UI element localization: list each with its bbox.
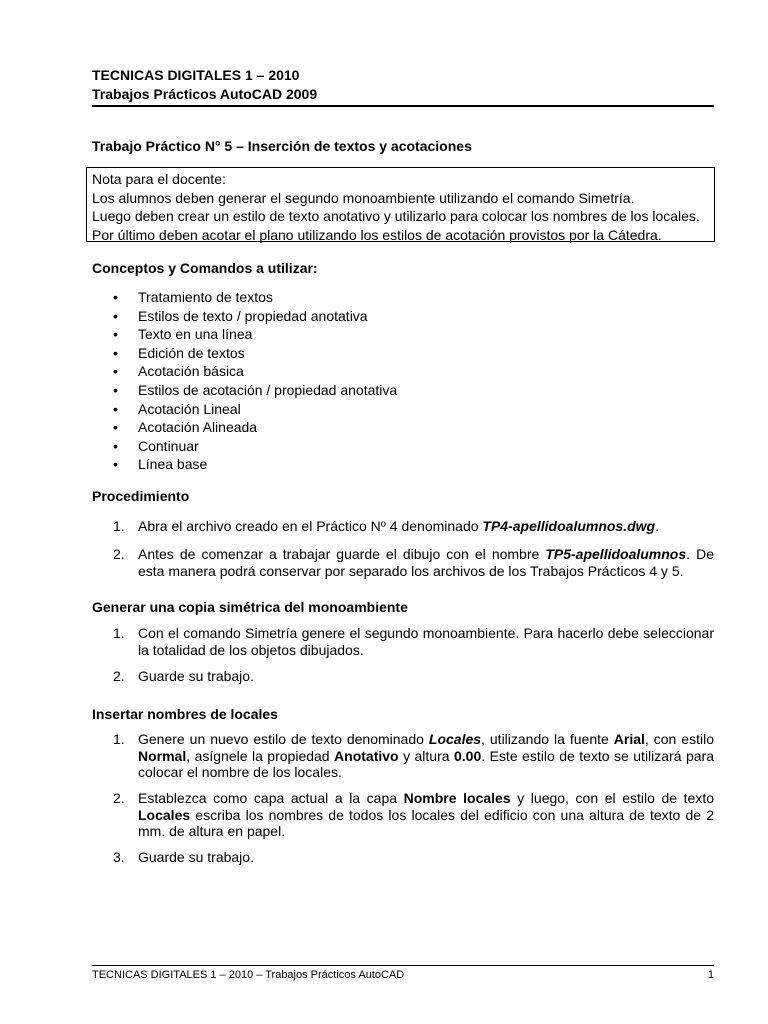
symmetry-step-1: [113, 625, 714, 658]
font-name: Arial: [613, 731, 645, 747]
page-title: Trabajo Práctico N° 5 – Inserción de textos y acotaciones: [92, 138, 472, 154]
note-line: Los alumnos deben generar el segundo monoambiente utilizando el comando Simetría.: [92, 189, 635, 206]
procedure-step-1: [113, 518, 714, 535]
style-name: Locales: [138, 806, 191, 823]
note-line: Luego deben crear un estilo de texto anotativo y utilizarlo para colocar los nombres de los locales.: [92, 208, 700, 224]
names-step-1: [113, 731, 714, 781]
step-text: . Este estilo de texto se utilizará para colocar el nombre de los locales.: [138, 747, 714, 780]
filename-tp4: TP4-apellidoalumnos.dwg: [482, 518, 656, 534]
header-divider: [92, 105, 714, 107]
footer-text: TECNICAS DIGITALES 1 – 2010 – Trabajos Prácticos AutoCAD: [92, 969, 405, 981]
symmetry-step-2: [113, 668, 714, 685]
list-item: • Texto en una línea: [113, 325, 397, 344]
step-number: 3.: [113, 849, 125, 865]
step-text: Antes de comenzar a trabajar guarde el dibujo con el nombre: [138, 546, 546, 562]
step-number: 2.: [113, 668, 125, 684]
procedure-heading: Procedimiento: [92, 488, 190, 504]
list-item: • Acotación Lineal: [113, 400, 397, 419]
list-item: • Línea base: [113, 455, 397, 474]
page-footer: [92, 969, 714, 982]
procedure-step-2: [113, 546, 714, 579]
step-text: Genere un nuevo estilo de texto denominado: [138, 731, 429, 747]
names-heading: Insertar nombres de locales: [92, 706, 278, 722]
names-step-2: [113, 790, 714, 840]
list-item: • Acotación Alineada: [113, 418, 397, 437]
step-text: Guarde su trabajo.: [138, 668, 254, 684]
step-text: escriba los nombres de todos los locales del edificio con una altura de texto de 2 mm. de altura en papel.: [138, 806, 714, 839]
page-number: 1: [707, 969, 714, 981]
step-text: Abra el archivo creado en el Práctico Nº 4 denominado: [138, 518, 483, 534]
note-label: Nota para el docente:: [92, 171, 226, 187]
list-item: • Tratamiento de textos: [113, 288, 397, 307]
style-value: Normal: [138, 747, 187, 764]
names-step-3: [113, 849, 714, 866]
step-text: , asígnele la propiedad: [186, 747, 335, 764]
property-name: Anotativo: [334, 747, 399, 764]
concepts-list: [113, 288, 397, 474]
list-item: • Estilos de texto / propiedad anotativa: [113, 307, 397, 326]
step-text: y luego, con el estilo de texto: [510, 790, 714, 806]
teacher-note-box: [86, 167, 715, 242]
step-text: y altura: [398, 747, 454, 764]
step-number: 2.: [113, 546, 125, 562]
height-value: 0.00: [454, 747, 482, 764]
list-item: • Continuar: [113, 437, 397, 456]
step-text: Establezca como capa actual a la capa: [138, 790, 404, 806]
step-number: 1.: [113, 518, 125, 534]
symmetry-heading: Generar una copia simétrica del monoambiente: [92, 599, 408, 615]
step-text: , utilizando la fuente: [481, 731, 614, 747]
step-text: . De esta manera podrá conservar por separado los archivos de los Trabajos Prácticos 4 y 5.: [138, 546, 714, 579]
doc-header-subtitle: Trabajos Prácticos AutoCAD 2009: [92, 86, 318, 102]
step-number: 2.: [113, 790, 125, 806]
list-item: • Edición de textos: [113, 344, 397, 363]
layer-name: Nombre locales: [403, 790, 511, 806]
step-number: 1.: [113, 625, 125, 641]
step-text: Con el comando Simetría genere el segundo monoambiente. Para hacerlo debe seleccionar la totalidad de los objetos dibujados.: [138, 625, 714, 658]
doc-header-title: TECNICAS DIGITALES 1 – 2010: [92, 67, 300, 83]
list-item: • Estilos de acotación / propiedad anotativa: [113, 381, 397, 400]
footer-divider: [92, 965, 714, 966]
filename-tp5: TP5-apellidoalumnos: [545, 546, 687, 562]
concepts-heading: Conceptos y Comandos a utilizar:: [92, 260, 318, 276]
step-text: .: [655, 518, 659, 534]
step-number: 1.: [113, 731, 125, 747]
step-text: Guarde su trabajo.: [138, 849, 254, 865]
style-name: Locales: [428, 731, 482, 747]
list-item: • Acotación básica: [113, 362, 397, 381]
note-line: Por último deben acotar el plano utilizando los estilos de acotación provistos por la Cátedra.: [92, 226, 662, 243]
step-text: , con estilo: [644, 731, 714, 747]
